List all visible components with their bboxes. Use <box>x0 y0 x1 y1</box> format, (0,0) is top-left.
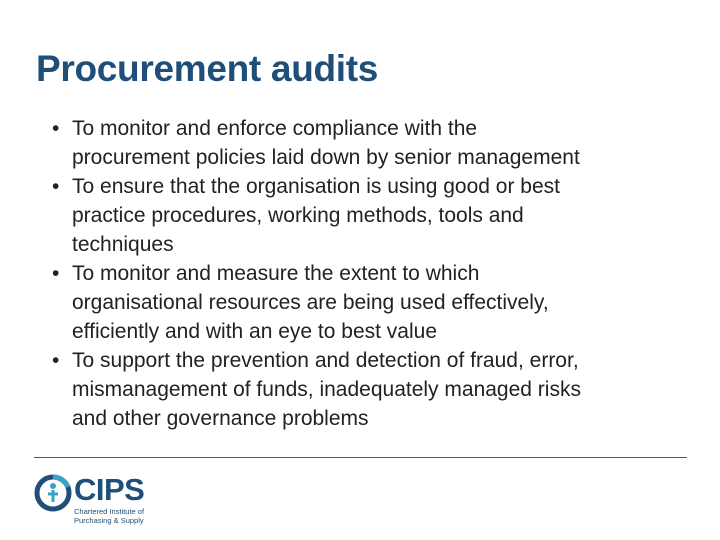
logo-tagline: Chartered Institute of <box>74 507 145 516</box>
cips-logo <box>34 470 144 528</box>
bullet-line: procurement policies laid down by senior management <box>72 146 580 169</box>
footer-divider <box>34 457 687 458</box>
bullet-marker: • <box>52 117 60 140</box>
bullet-item <box>46 114 696 172</box>
bullet-list <box>46 114 696 433</box>
logo-tagline: Purchasing & Supply <box>74 516 144 525</box>
bullet-marker: • <box>52 349 60 372</box>
bullet-line: To support the prevention and detection of fraud, error, <box>72 349 579 372</box>
slide-title: Procurement audits <box>36 48 379 89</box>
bullet-line: efficiently and with an eye to best value <box>72 320 438 343</box>
bullet-line: mismanagement of funds, inadequately managed risks <box>72 378 581 401</box>
bullet-line: To monitor and measure the extent to which <box>72 262 480 285</box>
bullet-line: To monitor and enforce compliance with the <box>72 117 478 140</box>
bullet-line: techniques <box>72 233 174 256</box>
bullet-item <box>46 346 696 433</box>
bullet-item <box>46 259 696 346</box>
bullet-item <box>46 172 696 259</box>
bullet-marker: • <box>52 175 60 198</box>
bullet-line: practice procedures, working methods, tools and <box>72 204 524 227</box>
bullet-line: To ensure that the organisation is using good or best <box>72 175 560 198</box>
cips-emblem-icon <box>34 474 72 512</box>
bullet-line: and other governance problems <box>72 407 369 430</box>
bullet-line: organisational resources are being used effectively, <box>72 291 549 314</box>
logo-wordmark: CIPS <box>74 472 145 507</box>
bullet-marker: • <box>52 262 60 285</box>
